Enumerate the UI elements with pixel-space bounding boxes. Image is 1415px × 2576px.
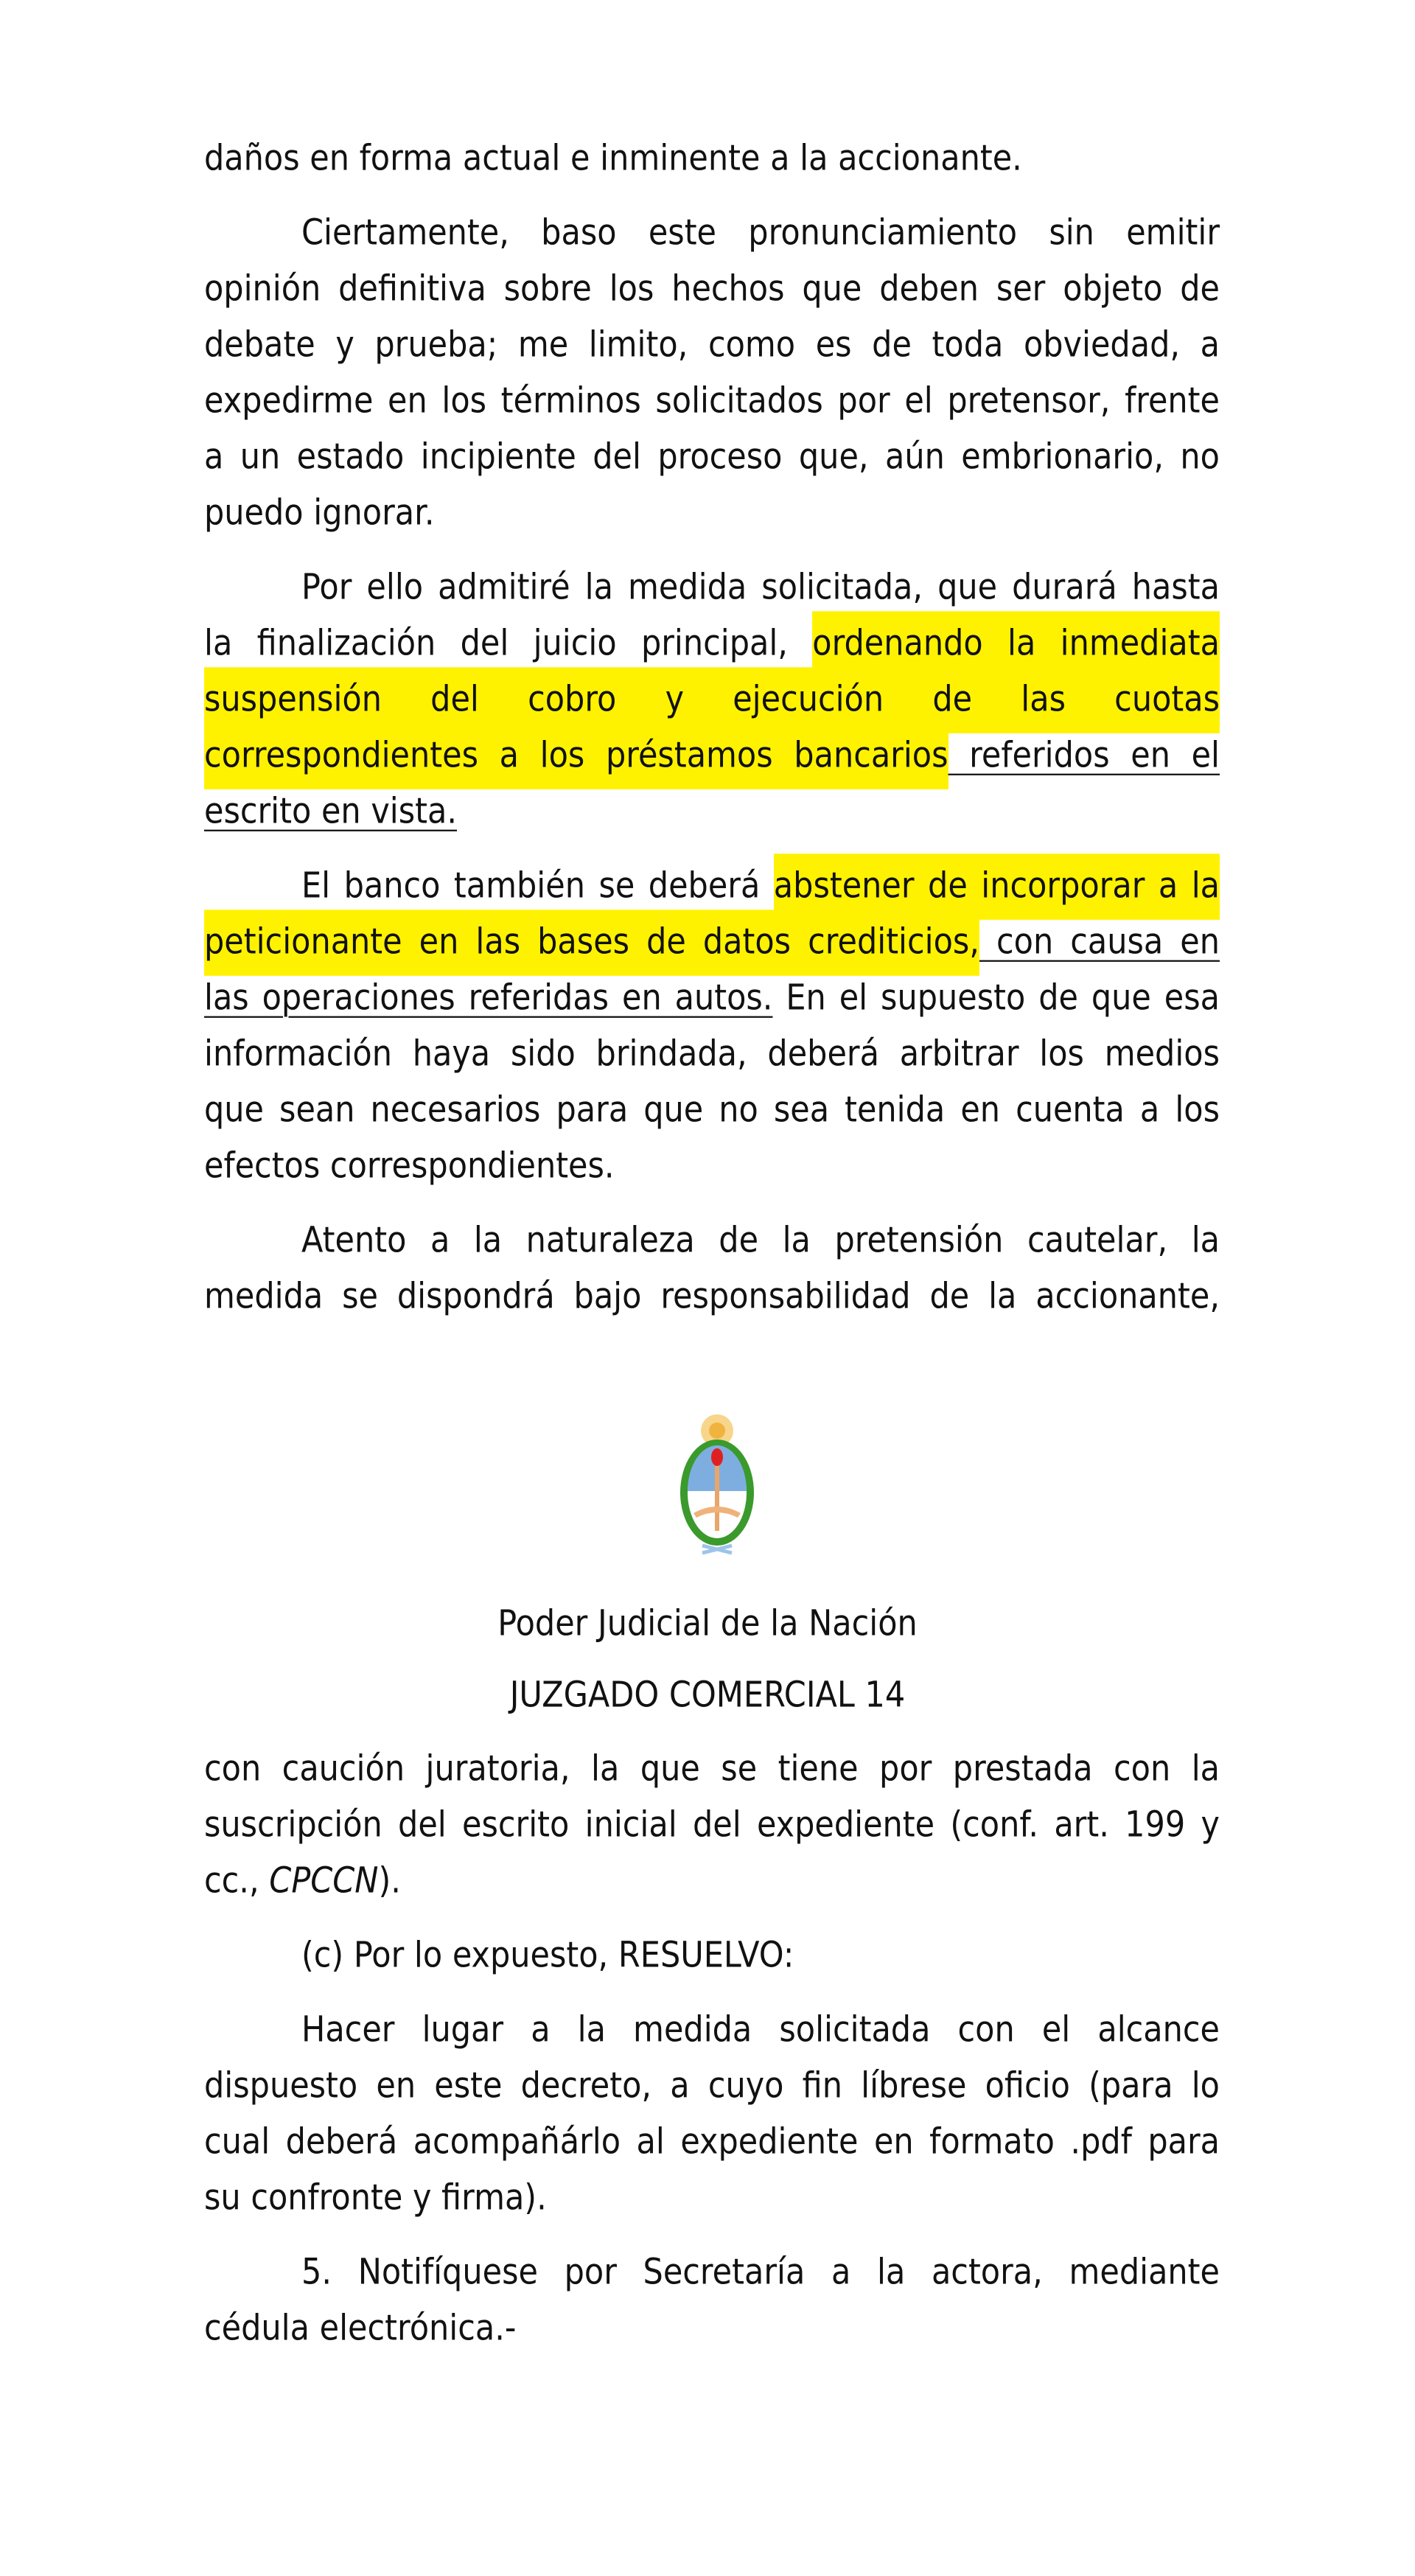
paragraph <box>204 205 1220 541</box>
text: Hacer lugar a la medida solicitada con el alcance <box>301 2009 1220 2050</box>
text-line <box>204 966 1220 1029</box>
paragraph <box>204 2244 1220 2356</box>
text: suscripción del escrito inicial del expediente (conf. art. 199 y <box>204 1804 1220 1846</box>
text-line <box>204 2054 1220 2117</box>
text-line <box>204 854 1220 917</box>
text-line <box>204 481 1220 544</box>
text: El banco también se deberá <box>301 865 774 907</box>
underlined-text: con causa en <box>979 921 1220 963</box>
text: información haya sido brindada, deberá arbitrar los medios <box>204 1033 1220 1075</box>
text: puedo ignorar. <box>204 492 435 534</box>
text-line <box>204 1998 1220 2061</box>
text-line <box>204 1924 1220 1986</box>
paragraph <box>204 559 1220 840</box>
text: dispuesto en este decreto, a cuyo fin líbrese oficio (para lo <box>204 2065 1220 2106</box>
highlighted-text: suspensión del cobro y ejecución de las cuotas <box>204 667 1220 733</box>
text: que sean necesarios para que no sea tenida en cuenta a los <box>204 1089 1220 1131</box>
text: 5. Notifíquese por Secretaría a la actora, mediante <box>301 2252 1220 2293</box>
text: Por ello admitiré la medida solicitada, que durará hasta <box>301 567 1220 608</box>
court-name: JUZGADO COMERCIAL 14 <box>509 1675 906 1716</box>
highlighted-text: peticionante en las bases de datos crediticios, <box>204 910 979 976</box>
text-line <box>204 257 1220 320</box>
text: (c) Por lo expuesto, RESUELVO: <box>301 1935 794 1976</box>
text-line <box>204 201 1220 264</box>
text: a un estado incipiente del proceso que, aún embrionario, no <box>204 436 1220 478</box>
text: medida se dispondrá bajo responsabilidad de la accionante, <box>204 1276 1220 1317</box>
text-line <box>204 1209 1220 1271</box>
text-line <box>204 369 1220 432</box>
text-line <box>204 724 1220 786</box>
text-line <box>204 2297 1220 2359</box>
text-line <box>204 780 1220 842</box>
paragraph <box>204 1212 1220 1324</box>
text: con caución juratoria, la que se tiene por prestada con la <box>204 1748 1220 1790</box>
text-line <box>204 612 1220 674</box>
text: la finalización del juicio principal, <box>204 623 813 664</box>
text: cédula electrónica.- <box>204 2308 517 2349</box>
highlighted-text: ordenando la inmediata <box>812 611 1220 677</box>
text: opinión definitiva sobre los hechos que deben ser objeto de <box>204 268 1220 310</box>
text-line <box>204 910 1220 973</box>
text-line <box>204 1849 1220 1912</box>
text-line <box>204 1737 1220 1800</box>
text-line <box>204 668 1220 730</box>
highlighted-text: correspondientes a los préstamos bancarios <box>204 723 948 789</box>
text: ). <box>378 1860 401 1902</box>
text: cc., <box>204 1860 270 1902</box>
coat-of-arms-emblem-icon <box>667 1411 767 1559</box>
text-line <box>204 425 1220 488</box>
paragraph <box>204 1927 1220 1983</box>
text-line <box>204 556 1220 618</box>
text: debate y prueba; me limito, como es de toda obviedad, a <box>204 324 1220 366</box>
text: expedirme en los términos solicitados por el pretensor, frente <box>204 380 1220 422</box>
underlined-text: las operaciones referidas en autos. <box>204 977 773 1019</box>
document-body-lower <box>204 1741 1220 2375</box>
text: Atento a la naturaleza de la pretensión cautelar, la <box>301 1220 1220 1261</box>
text-line <box>204 1078 1220 1141</box>
text-line <box>204 1134 1220 1197</box>
text-line <box>204 127 1220 189</box>
paragraph <box>204 2002 1220 2226</box>
text: daños en forma actual e inminente a la accionante. <box>204 138 1022 179</box>
text-line <box>204 2110 1220 2173</box>
text-line <box>204 1022 1220 1085</box>
text-line <box>204 1265 1220 1327</box>
text-line <box>204 1793 1220 1856</box>
text: efectos correspondientes. <box>204 1145 615 1187</box>
text: Ciertamente, baso este pronunciamiento sin emitir <box>301 212 1220 254</box>
paragraph <box>204 1741 1220 1909</box>
underlined-text: escrito en vista. <box>204 791 458 832</box>
text-line <box>204 2166 1220 2229</box>
underlined-text: referidos en el <box>948 735 1220 776</box>
highlighted-text: abstener de incorporar a la <box>774 854 1220 920</box>
paragraph <box>204 858 1220 1194</box>
text: su confronte y firma). <box>204 2177 547 2219</box>
text: En el supuesto de que esa <box>772 977 1220 1019</box>
italic-text: CPCCN <box>269 1860 379 1902</box>
text-line <box>204 313 1220 376</box>
paragraph <box>204 130 1220 186</box>
text: cual deberá acompañárlo al expediente en formato .pdf para <box>204 2121 1220 2163</box>
document-body-upper <box>204 130 1220 1324</box>
institution-name: Poder Judicial de la Nación <box>497 1603 918 1644</box>
text-line <box>204 2241 1220 2303</box>
